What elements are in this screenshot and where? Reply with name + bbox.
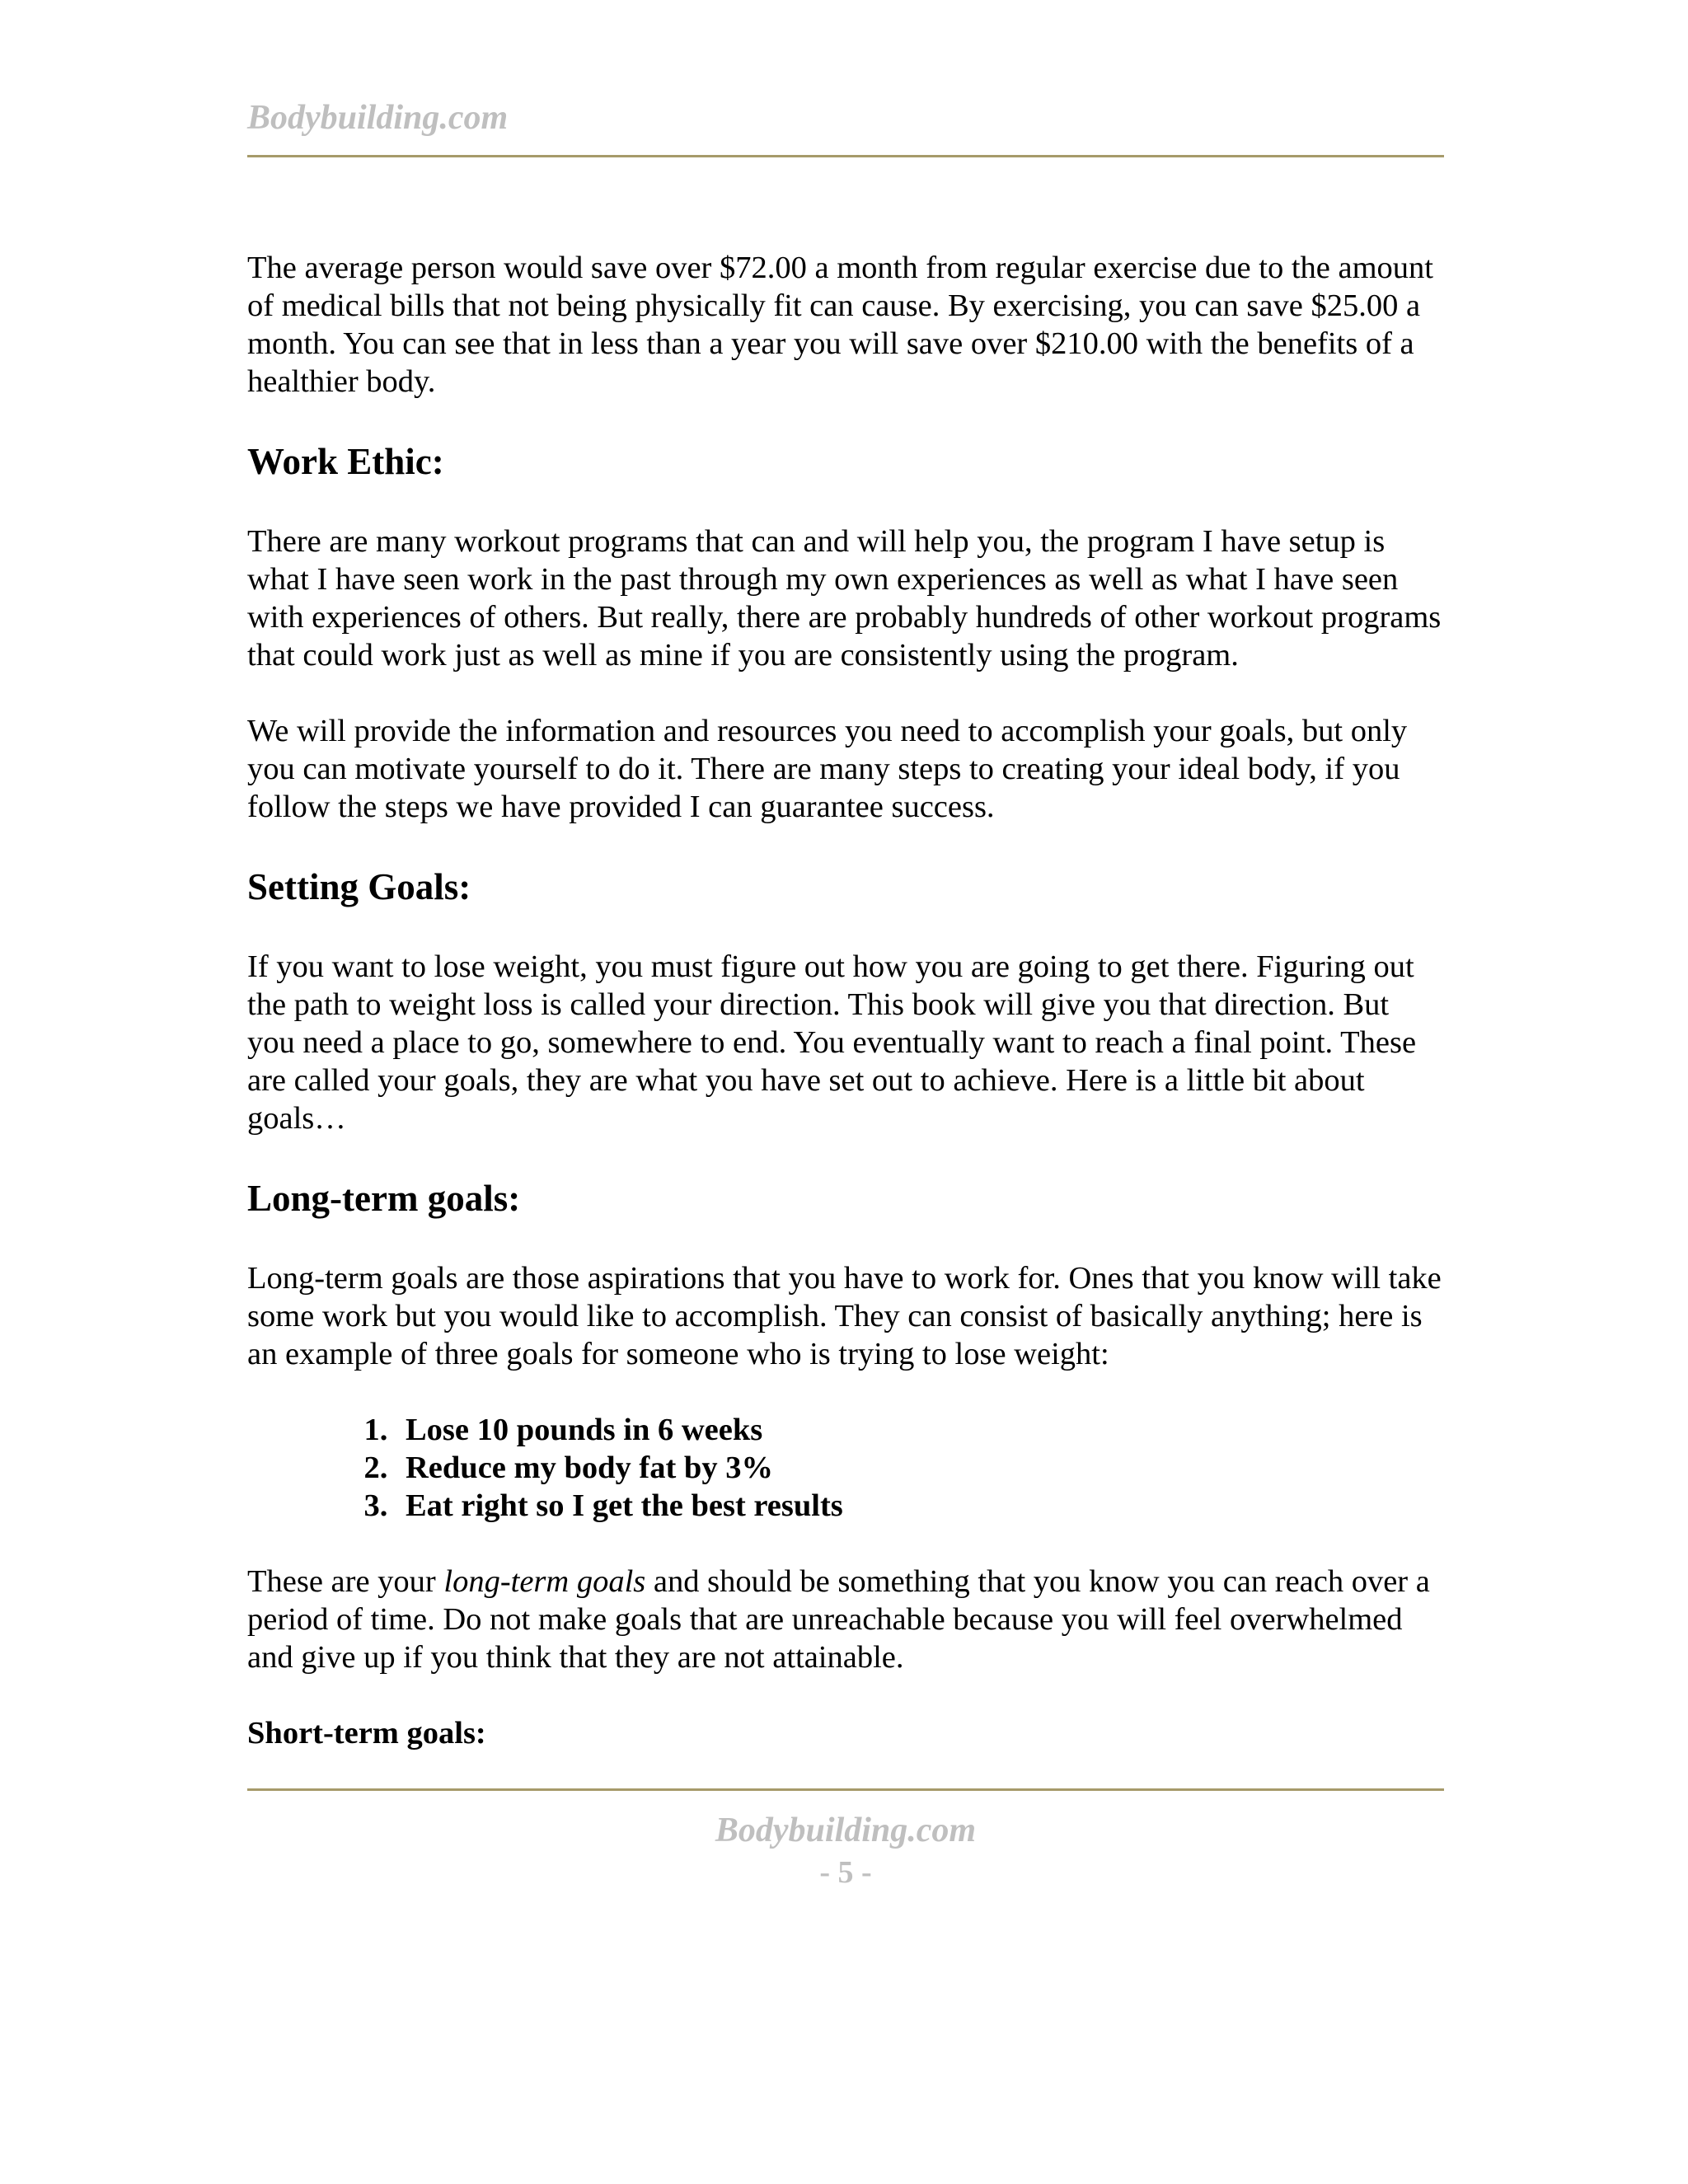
page-content (247, 249, 1444, 1752)
footer-title: Bodybuilding.com (715, 1811, 977, 1849)
emphasis-long-term-goals: long-term goals (443, 1564, 646, 1599)
goal-item: 1. Lose 10 pounds in 6 weeks (396, 1411, 1444, 1449)
header-title: Bodybuilding.com (247, 99, 509, 137)
page-number: - 5 - (819, 1855, 872, 1890)
heading-setting-goals: Setting Goals: (247, 866, 471, 907)
heading-long-term-goals: Long-term goals: (247, 1178, 521, 1219)
paragraph-text: These are your (247, 1564, 444, 1599)
footer-rule (247, 1788, 1444, 1791)
paragraph-text: and should be something that you know you can reach over a period of time. Do not make goals that are unreachable because you will feel overwhelmed and give up if you think that they are not attainable. (247, 1564, 1430, 1675)
goal-item: 3. Eat right so I get the best results (396, 1487, 1444, 1525)
paragraph-long-term: Long-term goals are those aspirations that you have to work for. Ones that you know will take some work but you would like to accomplish. They can consist of basically anything; here is an example of three goals for someone who is trying to lose weight: (247, 1261, 1442, 1371)
paragraph-workout-programs: There are many workout programs that can and will help you, the program I have setup is what I have seen work in the past through my own experiences as well as what I have seen with experiences of others. But really, there are probably hundreds of other workout programs that could work just as well as mine if you are consistently using the program. (247, 524, 1442, 673)
page-header (247, 97, 1444, 138)
goals-list (247, 1411, 1444, 1525)
paragraph-motivation: We will provide the information and resources you need to accomplish your goals, but only you can motivate yourself to do it. There are many steps to creating your ideal body, if you follow the steps we have provided I can guarantee success. (247, 714, 1408, 824)
header-rule (247, 155, 1444, 157)
heading-work-ethic: Work Ethic: (247, 441, 444, 482)
goal-item: 2. Reduce my body fat by 3% (396, 1449, 1444, 1487)
paragraph-direction: If you want to lose weight, you must figure out how you are going to get there. Figuring out the path to weight loss is called your direction. This book will give you that direction. But you need a place to go, somewhere to end. You eventually want to reach a final point. These are called your goals, they are what you have set out to achieve. Here is a little bit about goals… (247, 949, 1417, 1136)
paragraph-savings: The average person would save over $72.00 a month from regular exercise due to the amount of medical bills that not being physically fit can cause. By exercising, you can save $25.00 a month. You can see that in less than a year you will save over $210.00 with the benefits of a healthier body. (247, 251, 1433, 399)
paragraph-reachable-goals (247, 1563, 1444, 1676)
heading-short-term-goals: Short-term goals: (247, 1716, 486, 1750)
